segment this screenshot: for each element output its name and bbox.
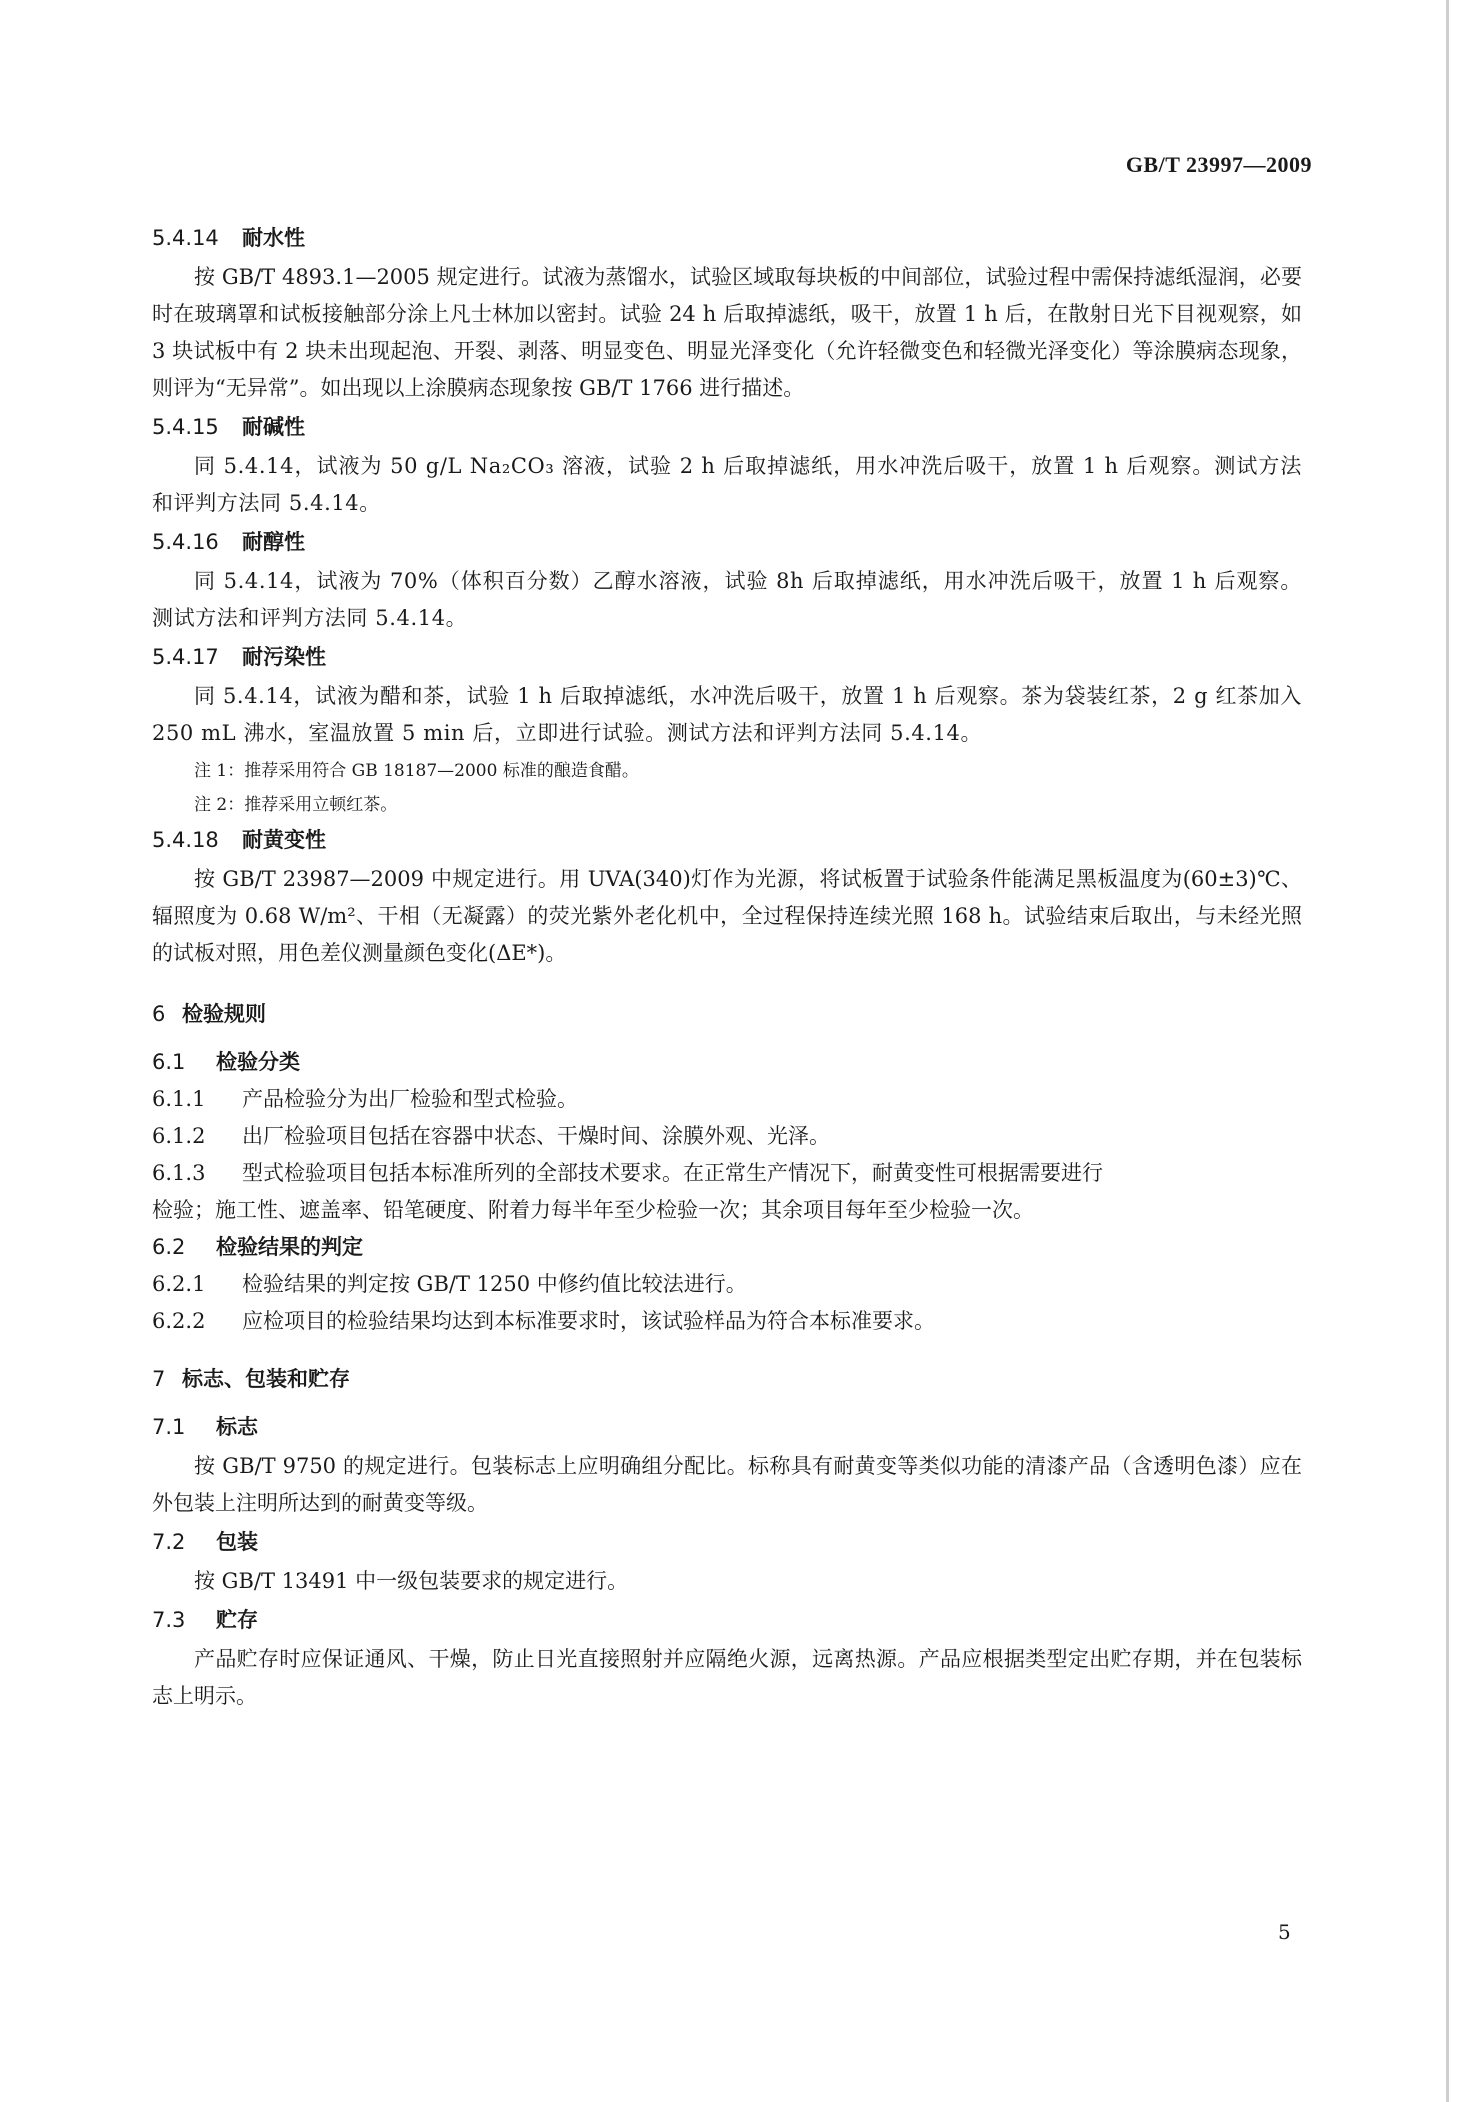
section-number: 5.4.15 <box>152 415 219 439</box>
document-body <box>152 222 1302 1719</box>
page-number: 5 <box>1278 1920 1291 1944</box>
section-number: 7.3 <box>152 1608 186 1632</box>
section-title: 贮存 <box>216 1608 258 1632</box>
section-number: 6.2 <box>152 1235 186 1259</box>
clause-6-1-3-continued: 检验；施工性、遮盖率、铅笔硬度、附着力每半年至少检验一次；其余项目每年至少检验一次。 <box>152 1198 1034 1222</box>
section-heading-6 <box>152 998 1302 1030</box>
section-heading-5-4-14 <box>152 222 1302 254</box>
section-heading-6-1 <box>152 1046 1302 1078</box>
section-title: 检验规则 <box>182 1002 266 1026</box>
clause-6-2-2 <box>152 1305 1302 1337</box>
section-title: 耐水性 <box>242 226 305 250</box>
clause-text: 应检项目的检验结果均达到本标准要求时，该试验样品为符合本标准要求。 <box>242 1309 935 1333</box>
section-number: 5.4.18 <box>152 828 219 852</box>
section-title: 包装 <box>216 1530 258 1554</box>
clause-6-2-1 <box>152 1268 1302 1300</box>
clause-number: 6.2.2 <box>152 1309 206 1333</box>
section-number: 6 <box>152 1002 166 1026</box>
clause-number: 6.2.1 <box>152 1272 206 1296</box>
note-1: 注 1：推荐采用符合 GB 18187—2000 标准的酿造食醋。 <box>194 761 639 781</box>
clause-number: 6.1.3 <box>152 1161 206 1185</box>
clause-text: 型式检验项目包括本标准所列的全部技术要求。在正常生产情况下，耐黄变性可根据需要进行 <box>242 1161 1103 1185</box>
paragraph-packaging: 按 GB/T 13491 中一级包装要求的规定进行。 <box>194 1569 629 1593</box>
page-edge-shadow <box>1446 0 1449 2102</box>
document-id: GB/T 23997—2009 <box>1125 152 1312 177</box>
paragraph-alcohol-resistance: 同 5.4.14，试液为 70%（体积百分数）乙醇水溶液，试验 8h 后取掉滤纸，用水冲洗后吸干，放置 1 h 后观察。测试方法和评判方法同 5.4.14。 <box>152 569 1302 630</box>
section-title: 耐污染性 <box>242 645 326 669</box>
paragraph-stain-resistance: 同 5.4.14，试液为醋和茶，试验 1 h 后取掉滤纸，水冲洗后吸干，放置 1 h 后观察。茶为袋装红茶，2 g 红茶加入 250 mL 沸水，室温放置 5 min 后，立即进行试验。测试方法和评判方法同 5.4.14。 <box>152 684 1302 745</box>
paragraph-water-resistance: 按 GB/T 4893.1—2005 规定进行。试液为蒸馏水，试验区域取每块板的中间部位，试验过程中需保持滤纸湿润，必要时在玻璃罩和试板接触部分涂上凡士林加以密封。试验 24 h 后取掉滤纸，吸干，放置 1 h 后，在散射日光下目视观察，如 3 块试板中有 2 块未出现起泡、开裂、剥落、明显变色、明显光泽变化（允许轻微变色和轻微光泽变化）等涂膜病态现象，则评为“无异常”。如出现以上涂膜病态现象按 GB/T 1766 进行描述。 <box>152 265 1302 400</box>
section-title: 检验分类 <box>216 1050 300 1074</box>
clause-text: 出厂检验项目包括在容器中状态、干燥时间、涂膜外观、光泽。 <box>242 1124 830 1148</box>
section-heading-7-2 <box>152 1526 1302 1558</box>
paragraph-yellowing-resistance: 按 GB/T 23987—2009 中规定进行。用 UVA(340)灯作为光源，将试板置于试验条件能满足黑板温度为(60±3)℃、辐照度为 0.68 W/m²、干相（无凝露）的荧光紫外老化机中，全过程保持连续光照 168 h。试验结束后取出，与未经光照的试板对照，用色差仪测量颜色变化(ΔE*)。 <box>152 867 1302 965</box>
section-heading-6-2 <box>152 1231 1302 1263</box>
paragraph-storage: 产品贮存时应保证通风、干燥，防止日光直接照射并应隔绝火源，远离热源。产品应根据类型定出贮存期，并在包装标志上明示。 <box>152 1647 1302 1708</box>
section-heading-7-3 <box>152 1604 1302 1636</box>
section-heading-7-1 <box>152 1411 1302 1443</box>
note-2: 注 2：推荐采用立顿红茶。 <box>194 795 398 815</box>
section-number: 7.2 <box>152 1530 186 1554</box>
section-number: 7.1 <box>152 1415 186 1439</box>
clause-text: 检验结果的判定按 GB/T 1250 中修约值比较法进行。 <box>242 1272 747 1296</box>
section-number: 6.1 <box>152 1050 186 1074</box>
clause-6-1-1 <box>152 1083 1302 1115</box>
section-heading-5-4-17 <box>152 641 1302 673</box>
section-heading-5-4-18 <box>152 824 1302 856</box>
clause-6-1-2 <box>152 1120 1302 1152</box>
section-heading-7 <box>152 1363 1302 1395</box>
section-number: 7 <box>152 1367 166 1391</box>
section-title: 耐碱性 <box>242 415 305 439</box>
section-heading-5-4-15 <box>152 411 1302 443</box>
clause-number: 6.1.1 <box>152 1087 206 1111</box>
clause-6-1-3 <box>152 1157 1302 1189</box>
paragraph-alkali-resistance: 同 5.4.14，试液为 50 g/L Na₂CO₃ 溶液，试验 2 h 后取掉滤纸，用水冲洗后吸干，放置 1 h 后观察。测试方法和评判方法同 5.4.14。 <box>152 454 1302 515</box>
section-title: 检验结果的判定 <box>216 1235 363 1259</box>
section-number: 5.4.17 <box>152 645 219 669</box>
section-title: 标志 <box>216 1415 258 1439</box>
clause-text: 产品检验分为出厂检验和型式检验。 <box>242 1087 578 1111</box>
section-title: 标志、包装和贮存 <box>182 1367 350 1391</box>
clause-number: 6.1.2 <box>152 1124 206 1148</box>
section-number: 5.4.14 <box>152 226 219 250</box>
section-number: 5.4.16 <box>152 530 219 554</box>
section-heading-5-4-16 <box>152 526 1302 558</box>
section-title: 耐黄变性 <box>242 828 326 852</box>
section-title: 耐醇性 <box>242 530 305 554</box>
paragraph-marking: 按 GB/T 9750 的规定进行。包装标志上应明确组分配比。标称具有耐黄变等类似功能的清漆产品（含透明色漆）应在外包装上注明所达到的耐黄变等级。 <box>152 1454 1302 1515</box>
